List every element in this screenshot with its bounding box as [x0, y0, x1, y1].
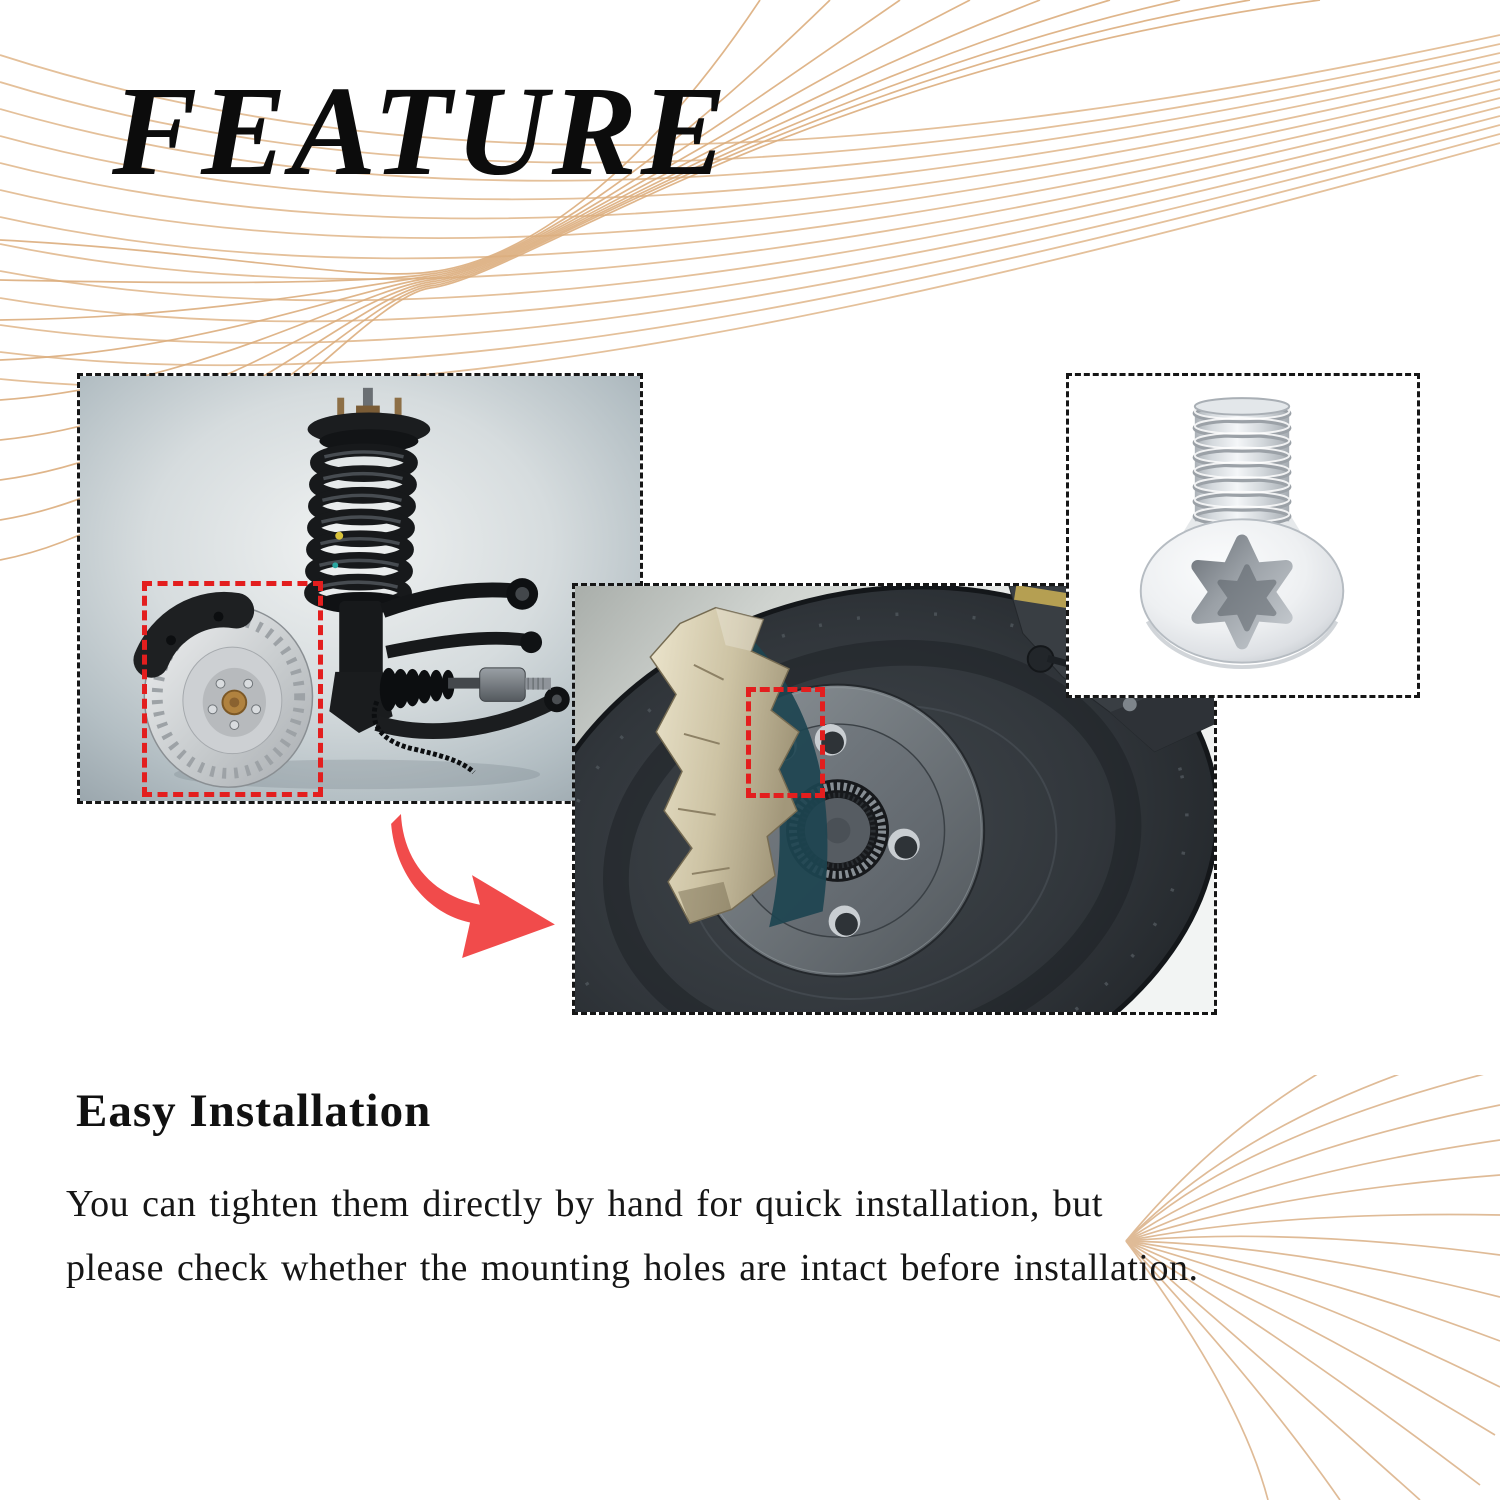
highlight-box-rotor-area — [142, 581, 323, 797]
torx-screw-photo — [1066, 373, 1420, 698]
highlight-box-mounting-holes — [746, 687, 825, 798]
red-arrow-icon — [385, 812, 561, 960]
torx-screw-illustration — [1069, 376, 1417, 695]
suspension-assembly-photo — [77, 373, 643, 804]
section-heading: Easy Installation — [76, 1085, 432, 1137]
page-title: FEATURE — [112, 60, 731, 202]
body-text-line-1: You can tighten them directly by hand for quick installation, but — [66, 1183, 1103, 1225]
body-text-line-2: please check whether the mounting holes are intact before installation. — [66, 1247, 1199, 1289]
